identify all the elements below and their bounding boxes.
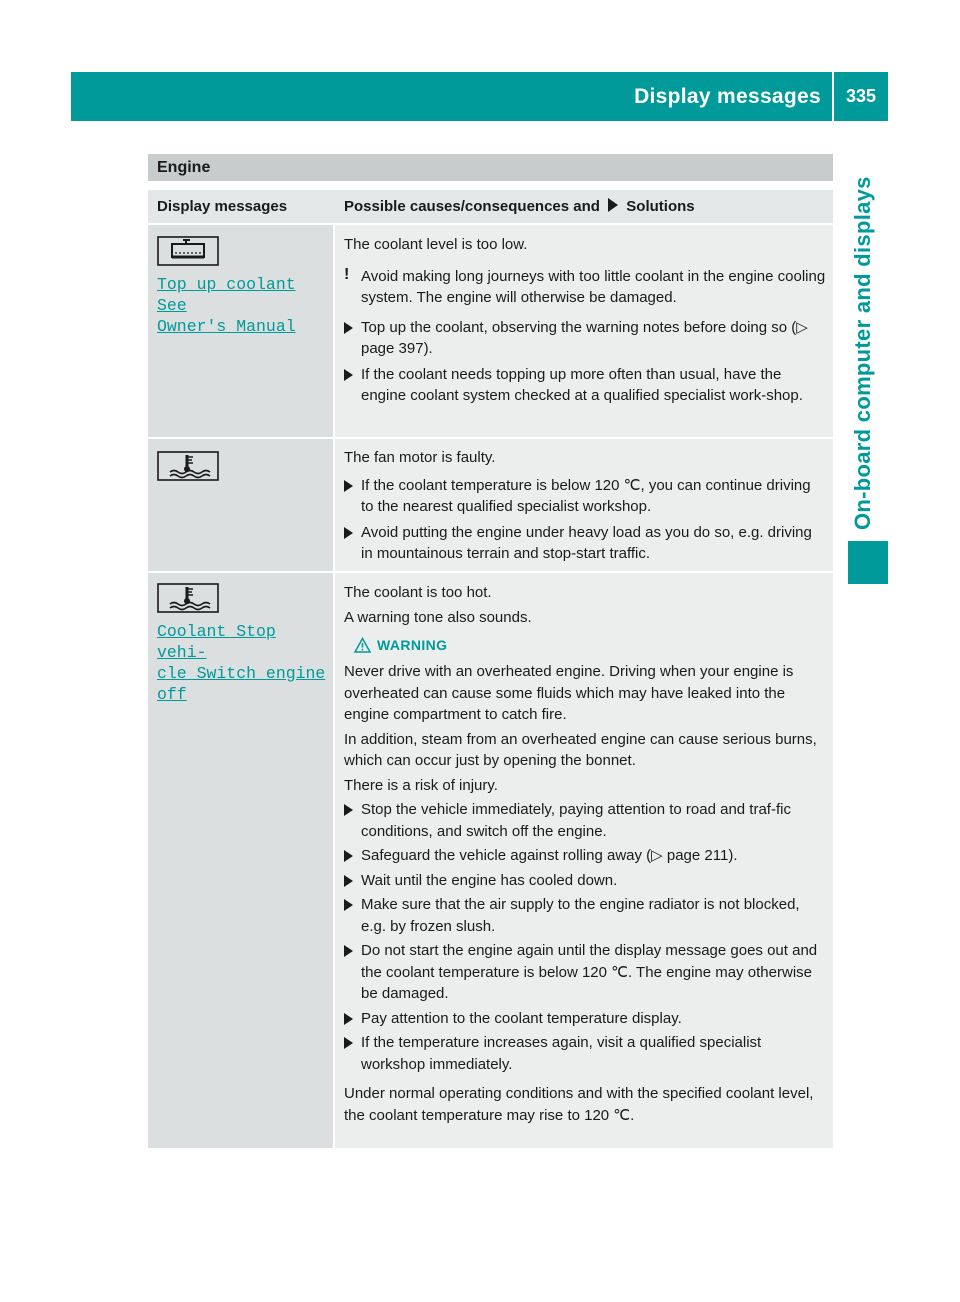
section-title: Engine: [148, 154, 833, 181]
cause-text: The fan motor is faulty.: [344, 449, 496, 466]
step-arrow-icon: [344, 899, 353, 911]
solution-step: [344, 475, 827, 518]
warning-paragraph: There is a risk of injury.: [344, 776, 498, 794]
step-text: If the coolant temperature is below 120 ℃, you can continue driving to the nearest qualified specialist workshop.: [361, 476, 811, 515]
solution-cell: [335, 439, 833, 571]
step-text: Avoid putting the engine under heavy load as you do so, e.g. driving in mountainous terrain and stop-start traffic.: [361, 523, 812, 562]
solution-step: [344, 364, 827, 407]
col-header-causes: [335, 190, 833, 223]
step-arrow-icon: [344, 850, 353, 862]
table-header: [148, 190, 833, 225]
solution-step: [344, 870, 827, 892]
message-cell: [148, 439, 335, 571]
coolant-temperature-icon: [157, 451, 219, 481]
display-message-line: off: [157, 685, 187, 704]
message-cell: [148, 225, 335, 437]
header-title: Display messages: [634, 84, 821, 108]
page-number: 335: [845, 86, 877, 106]
step-text: Top up the coolant, observing the warning notes before doing so (▷ page 397).: [361, 318, 808, 357]
page-header: [71, 72, 888, 121]
display-messages-table: [148, 190, 833, 1150]
cause-text: A warning tone also sounds.: [344, 608, 532, 626]
warning-label: WARNING: [377, 637, 448, 653]
step-text: Pay attention to the coolant temperature display.: [361, 1009, 682, 1027]
step-arrow-icon: [344, 804, 353, 816]
closing-text: Under normal operating conditions and with the specified coolant level, the coolant temperature may rise to 120 ℃.: [344, 1085, 814, 1124]
coolant-reservoir-icon: [157, 236, 219, 266]
step-text: Do not start the engine again until the display message goes out and the coolant temperature is below 120 ℃. The engine may otherwise be damaged.: [361, 942, 818, 1002]
caution-text: Avoid making long journeys with too little coolant in the engine cooling system. The engine will otherwise be damaged.: [361, 267, 826, 306]
col-header-solutions-text: Solutions: [626, 198, 695, 215]
display-message-text: [157, 274, 333, 337]
message-cell: [148, 573, 335, 1148]
solution-step: [344, 1032, 827, 1075]
table-row: [148, 225, 833, 439]
exclamation-icon: !: [344, 265, 350, 283]
warning-triangle-icon: [354, 637, 371, 653]
solution-step: [344, 799, 827, 842]
step-arrow-icon: [344, 875, 353, 887]
warning-paragraph: In addition, steam from an overheated engine can cause serious burns, which can occur just by opening the bonnet.: [344, 730, 817, 769]
step-text: If the temperature increases again, visit a qualified specialist workshop immediately.: [361, 1034, 762, 1073]
solution-cell: [335, 573, 833, 1148]
col-header-causes-text: Possible causes/consequences and: [344, 198, 600, 215]
display-message-line: Top up coolant See: [157, 275, 296, 315]
step-arrow-icon: [344, 369, 353, 381]
display-message-line: Owner's Manual: [157, 317, 296, 336]
cause-text: The coolant level is too low.: [344, 236, 528, 253]
step-arrow-icon: [344, 480, 353, 492]
table-row: [148, 439, 833, 573]
solution-step: [344, 845, 827, 867]
solution-cell: [335, 225, 833, 437]
cause-text: The coolant is too hot.: [344, 584, 492, 601]
step-text: Make sure that the air supply to the engine radiator is not blocked, e.g. by frozen slush.: [361, 896, 800, 935]
step-arrow-icon: [344, 527, 353, 539]
step-text: Stop the vehicle immediately, paying attention to road and traf-fic conditions, and switch off the engine.: [361, 801, 791, 840]
step-arrow-icon: [344, 1013, 353, 1025]
display-message-line: cle Switch engine: [157, 664, 326, 683]
solution-step: [344, 317, 827, 360]
step-text: Wait until the engine has cooled down.: [361, 871, 618, 889]
display-message-line: Coolant Stop vehi‐: [157, 622, 276, 662]
step-arrow-icon: [344, 945, 353, 957]
side-tab-block: [848, 541, 888, 584]
caution-note: [344, 266, 827, 309]
step-arrow-icon: [344, 1037, 353, 1049]
step-text: Safeguard the vehicle against rolling away (▷ page 211).: [361, 847, 738, 864]
coolant-temperature-icon: [157, 583, 219, 613]
warning-paragraph: Never drive with an overheated engine. Driving when your engine is overheated can cause some fluids which may have leaked into the engine compartment to catch fire.: [344, 663, 794, 723]
step-arrow-icon: [344, 322, 353, 334]
solution-step: [344, 1008, 827, 1030]
display-message-text: [157, 621, 333, 705]
solutions-arrow-icon: [608, 198, 618, 212]
step-text: If the coolant needs topping up more often than usual, have the engine coolant system checked at a qualified specialist work-shop.: [361, 365, 803, 404]
solution-step: [344, 522, 827, 565]
solution-step: [344, 940, 827, 1005]
col-header-display-messages: Display messages: [157, 198, 288, 215]
solution-step: [344, 894, 827, 937]
side-tab-label: On-board computer and displays: [850, 176, 875, 530]
table-row: [148, 573, 833, 1150]
warning-heading: [344, 637, 827, 653]
